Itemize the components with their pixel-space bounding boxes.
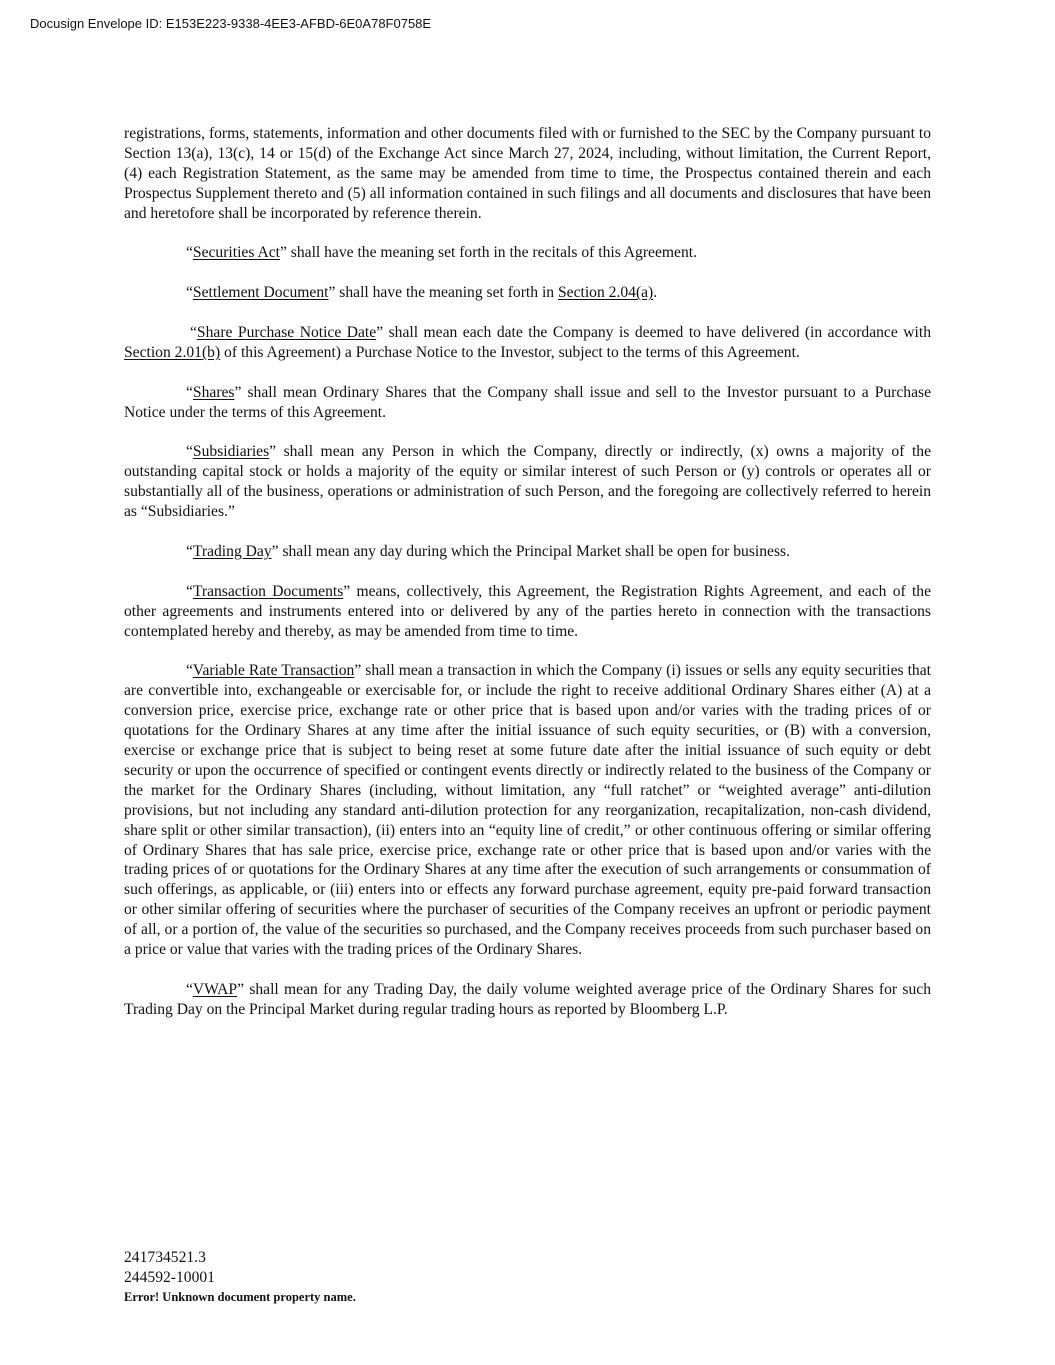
footer-matter-number: 244592-10001 [124, 1269, 215, 1286]
definition-trading-day [124, 542, 931, 562]
docusign-envelope-id: Docusign Envelope ID: E153E223-9338-4EE3-AFBD-6E0A78F0758E [30, 16, 432, 31]
defined-term: Shares [192, 383, 235, 401]
definition-text: ” shall mean any Person in which the Company, directly or indirectly, (x) owns a majority of the outstanding capital stock or holds a majority of the equity or similar interest of such Person or (y) controls or operates all or substantially all of the business, operations or administration of such Person, and the foregoing are collectively referred to herein as “Subsidiaries.” [124, 443, 931, 521]
section-reference: Section 2.01(b) [124, 343, 221, 361]
section-reference: Section 2.04(a) [557, 284, 654, 302]
defined-term: Share Purchase Notice Date [196, 324, 377, 342]
definition-settlement-document [124, 283, 931, 303]
defined-term: Settlement Document [192, 284, 329, 302]
open-quote: “ [186, 284, 193, 302]
open-quote: “ [186, 443, 193, 461]
defined-term: VWAP [192, 980, 238, 998]
definition-transaction-documents [124, 582, 931, 642]
definition-securities-act [124, 243, 931, 263]
defined-term: Subsidiaries [192, 443, 270, 461]
definition-text: ” means, collectively, this Agreement, the Registration Rights Agreement, and each of the other agreements and instruments entered into or delivered by any of the parties hereto in connection with the transactions contemplated hereby and thereby, as may be amended from time to time. [124, 582, 931, 640]
footer-error-text: Error! Unknown document property name. [124, 1290, 356, 1304]
open-quote: “ [190, 324, 197, 342]
continuation-paragraph: registrations, forms, statements, information and other documents filed with or furnished to the SEC by the Company pursuant to Section 13(a), 13(c), 14 or 15(d) of the Exchange Act since March 27, 2024, including, without limitation, the Current Report, (4) each Registration Statement, as the same may be amended from time to time, the Prospectus contained therein and each Prospectus Supplement thereto and (5) all information contained in such filings and all documents and disclosures that have been and heretofore shall be incorporated by reference therein. [124, 125, 931, 222]
defined-term: Securities Act [192, 244, 280, 262]
definition-text-end: . [653, 284, 658, 302]
open-quote: “ [186, 662, 193, 680]
definition-vwap [124, 980, 931, 1020]
open-quote: “ [186, 542, 193, 560]
defined-term: Transaction Documents [192, 582, 344, 600]
definition-variable-rate-transaction [124, 661, 931, 960]
open-quote: “ [186, 383, 193, 401]
definition-text: ” shall mean Ordinary Shares that the Company shall issue and sell to the Investor pursuant to a Purchase Notice under the terms of this Agreement. [124, 383, 931, 421]
definition-text: ” shall mean each date the Company is deemed to have delivered (in accordance with [376, 324, 931, 342]
definition-text: ” shall mean any day during which the Principal Market shall be open for business. [271, 542, 790, 560]
document-footer [124, 1248, 356, 1306]
definition-text: ” shall mean a transaction in which the Company (i) issues or sells any equity securities that are convertible into, exchangeable or exercisable for, or include the right to receive additional Ordinary Shares either (A) at a conversion price, exercise price, exchange rate or other price that is based upon and/or varies with the trading prices of or quotations for the Ordinary Shares at any time after the initial issuance of such equity securities, or (B) with a conversion, exercise or exchange price that is subject to being reset at some future date after the initial issuance of such equity or debt security or upon the occurrence of specified or contingent events directly or indirectly related to the business of the Company or the market for the Ordinary Shares (including, without limitation, any “full ratchet” or “weighted average” anti-dilution provisions, but not including any standard anti-dilution protection for any reorganization, recapitalization, non-cash dividend, share split or other similar transaction), (ii) enters into an “equity line of credit,” or other continuous offering or similar offering of Ordinary Shares that has sale price, exercise price, exchange rate or other price that is based upon and/or varies with the trading prices of or quotations for the Ordinary Shares at any time after the execution of such arrangements or consummation of such offerings, as applicable, or (iii) enters into or effects any forward purchase agreement, equity pre-paid forward transaction or other similar offering of securities where the purchaser of securities of the Company receives an upfront or periodic payment of all, or a portion of, the value of the securities so purchased, and the Company receives proceeds from such purchaser based on a price or value that varies with the trading prices of the Ordinary Shares. [124, 662, 931, 959]
definition-text-end: of this Agreement) a Purchase Notice to the Investor, subject to the terms of this Agreement. [220, 343, 800, 361]
definition-text: ” shall have the meaning set forth in the recitals of this Agreement. [279, 244, 697, 262]
definition-text: ” shall mean for any Trading Day, the daily volume weighted average price of the Ordinary Shares for such Trading Day on the Principal Market during regular trading hours as reported by Bloomberg L.P. [124, 980, 931, 1018]
open-quote: “ [186, 244, 193, 262]
definition-subsidiaries [124, 442, 931, 522]
open-quote: “ [186, 980, 193, 998]
defined-term: Variable Rate Transaction [192, 662, 355, 680]
definition-shares [124, 383, 931, 423]
document-body [124, 124, 931, 1040]
definition-text: ” shall have the meaning set forth in [328, 284, 558, 302]
footer-doc-number: 241734521.3 [124, 1249, 206, 1266]
definition-share-purchase-notice-date [124, 323, 931, 363]
open-quote: “ [186, 582, 193, 600]
defined-term: Trading Day [192, 542, 272, 560]
